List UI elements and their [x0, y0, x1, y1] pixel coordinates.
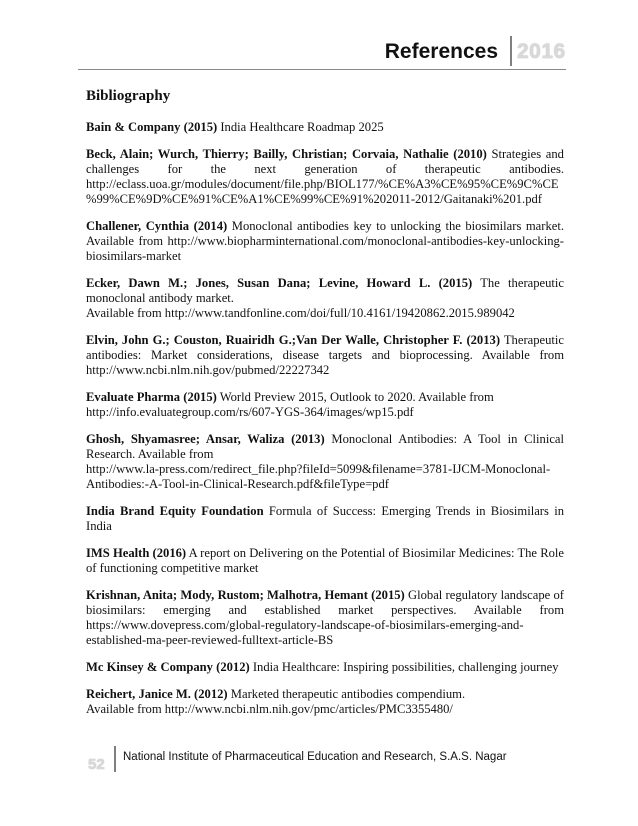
reference-item: [86, 504, 564, 534]
reference-link: http://www.la-press.com/redirect_file.php?fileId=5099&filename=3781-IJCM-Monoclonal-Antibodies:-A-Tool-in-Clinical-Research.pdf&fileType=pdf: [86, 462, 551, 491]
reference-item: [86, 219, 564, 264]
reference-author: Elvin, John G.; Couston, Ruairidh G.;Van Der Walle, Christopher F. (2013): [86, 333, 501, 347]
footer-institution: National Institute of Pharmaceutical Education and Research, S.A.S. Nagar: [123, 751, 507, 763]
reference-item: [86, 546, 564, 576]
reference-link: Available from http://www.tandfonline.com/doi/full/10.4161/19420862.2015.989042: [86, 306, 515, 320]
reference-author: Ghosh, Shyamasree; Ansar, Waliza (2013): [86, 432, 325, 446]
reference-author: Reichert, Janice M. (2012): [86, 687, 228, 701]
reference-item: [86, 687, 564, 717]
reference-author: Ecker, Dawn M.; Jones, Susan Dana; Levine, Howard L. (2015): [86, 276, 473, 290]
reference-text: Formula of Success: Emerging Trends in Biosimilars in India: [86, 504, 564, 533]
header-divider: [510, 36, 512, 66]
reference-text: Therapeutic antibodies: Market considerations, disease targets and bioprocessing. Available from http://www.ncbi.nlm.nih.gov/pubmed/22227342: [86, 333, 564, 377]
reference-author: Mc Kinsey & Company (2012): [86, 660, 250, 674]
reference-text: Strategies and challenges for the next generation of therapeutic antibodies. http://eclass.uoa.gr/modules/document/file.php/BIOL177/%CE%A3%CE%95%CE%9C%CE%99%CE%9D%CE%91%CE%A1%CE%99%CE%91%202011-2012/Gaitanaki%201.pdf: [86, 147, 564, 206]
reference-item: [86, 432, 564, 492]
reference-author: Challener, Cynthia (2014): [86, 219, 228, 233]
reference-text: Global regulatory landscape of biosimilars: emerging and established market perspectives. Available from https://www.dovepress.com/global-regulatory-landscape-of-biosimilars-emerging-and-established-ma-peer-reviewed-fulltext-article-BS: [86, 588, 564, 647]
reference-author: Evaluate Pharma (2015): [86, 390, 217, 404]
reference-item: [86, 390, 564, 420]
reference-text: The therapeutic monoclonal antibody market.: [86, 276, 564, 305]
reference-item: [86, 333, 564, 378]
reference-text: A report on Delivering on the Potential of Biosimilar Medicines: The Role of functioning competitive market: [86, 546, 564, 575]
reference-item: [86, 660, 564, 675]
reference-item: [86, 588, 564, 648]
reference-link: Available from http://www.ncbi.nlm.nih.gov/pmc/articles/PMC3355480/: [86, 702, 453, 716]
reference-text: Monoclonal antibodies key to unlocking the biosimilars market. Available from http://www.biopharminternational.com/monoclonal-antibodies-key-unlocking-biosimilars-market: [86, 219, 564, 263]
page-number: 52: [88, 756, 105, 773]
reference-item: [86, 147, 564, 207]
reference-text: India Healthcare: Inspiring possibilities, challenging journey: [249, 660, 559, 674]
reference-author: Bain & Company (2015): [86, 120, 218, 134]
header-title: References: [384, 40, 498, 63]
reference-text: India Healthcare Roadmap 2025: [217, 120, 384, 134]
bibliography-section: [86, 88, 564, 729]
reference-author: IMS Health (2016): [86, 546, 187, 560]
section-title: Bibliography: [86, 88, 171, 104]
header-rule: [78, 69, 566, 70]
page-footer: [0, 746, 638, 786]
reference-link: http://info.evaluategroup.com/rs/607-YGS-364/images/wp15.pdf: [86, 405, 414, 419]
reference-author: Beck, Alain; Wurch, Thierry; Bailly, Christian; Corvaia, Nathalie (2010): [86, 147, 487, 161]
reference-text: Monoclonal Antibodies: A Tool in Clinical Research. Available from: [86, 432, 565, 461]
header-year: 2016: [517, 40, 566, 63]
reference-text: Marketed therapeutic antibodies compendium.: [227, 687, 466, 701]
reference-text: World Preview 2015, Outlook to 2020. Available from: [216, 390, 494, 404]
reference-author: Krishnan, Anita; Mody, Rustom; Malhotra, Hemant (2015): [86, 588, 405, 602]
reference-author: India Brand Equity Foundation: [86, 504, 264, 518]
page-header: [0, 36, 638, 76]
reference-item: [86, 276, 564, 321]
reference-item: [86, 120, 564, 135]
footer-divider: [114, 746, 116, 772]
